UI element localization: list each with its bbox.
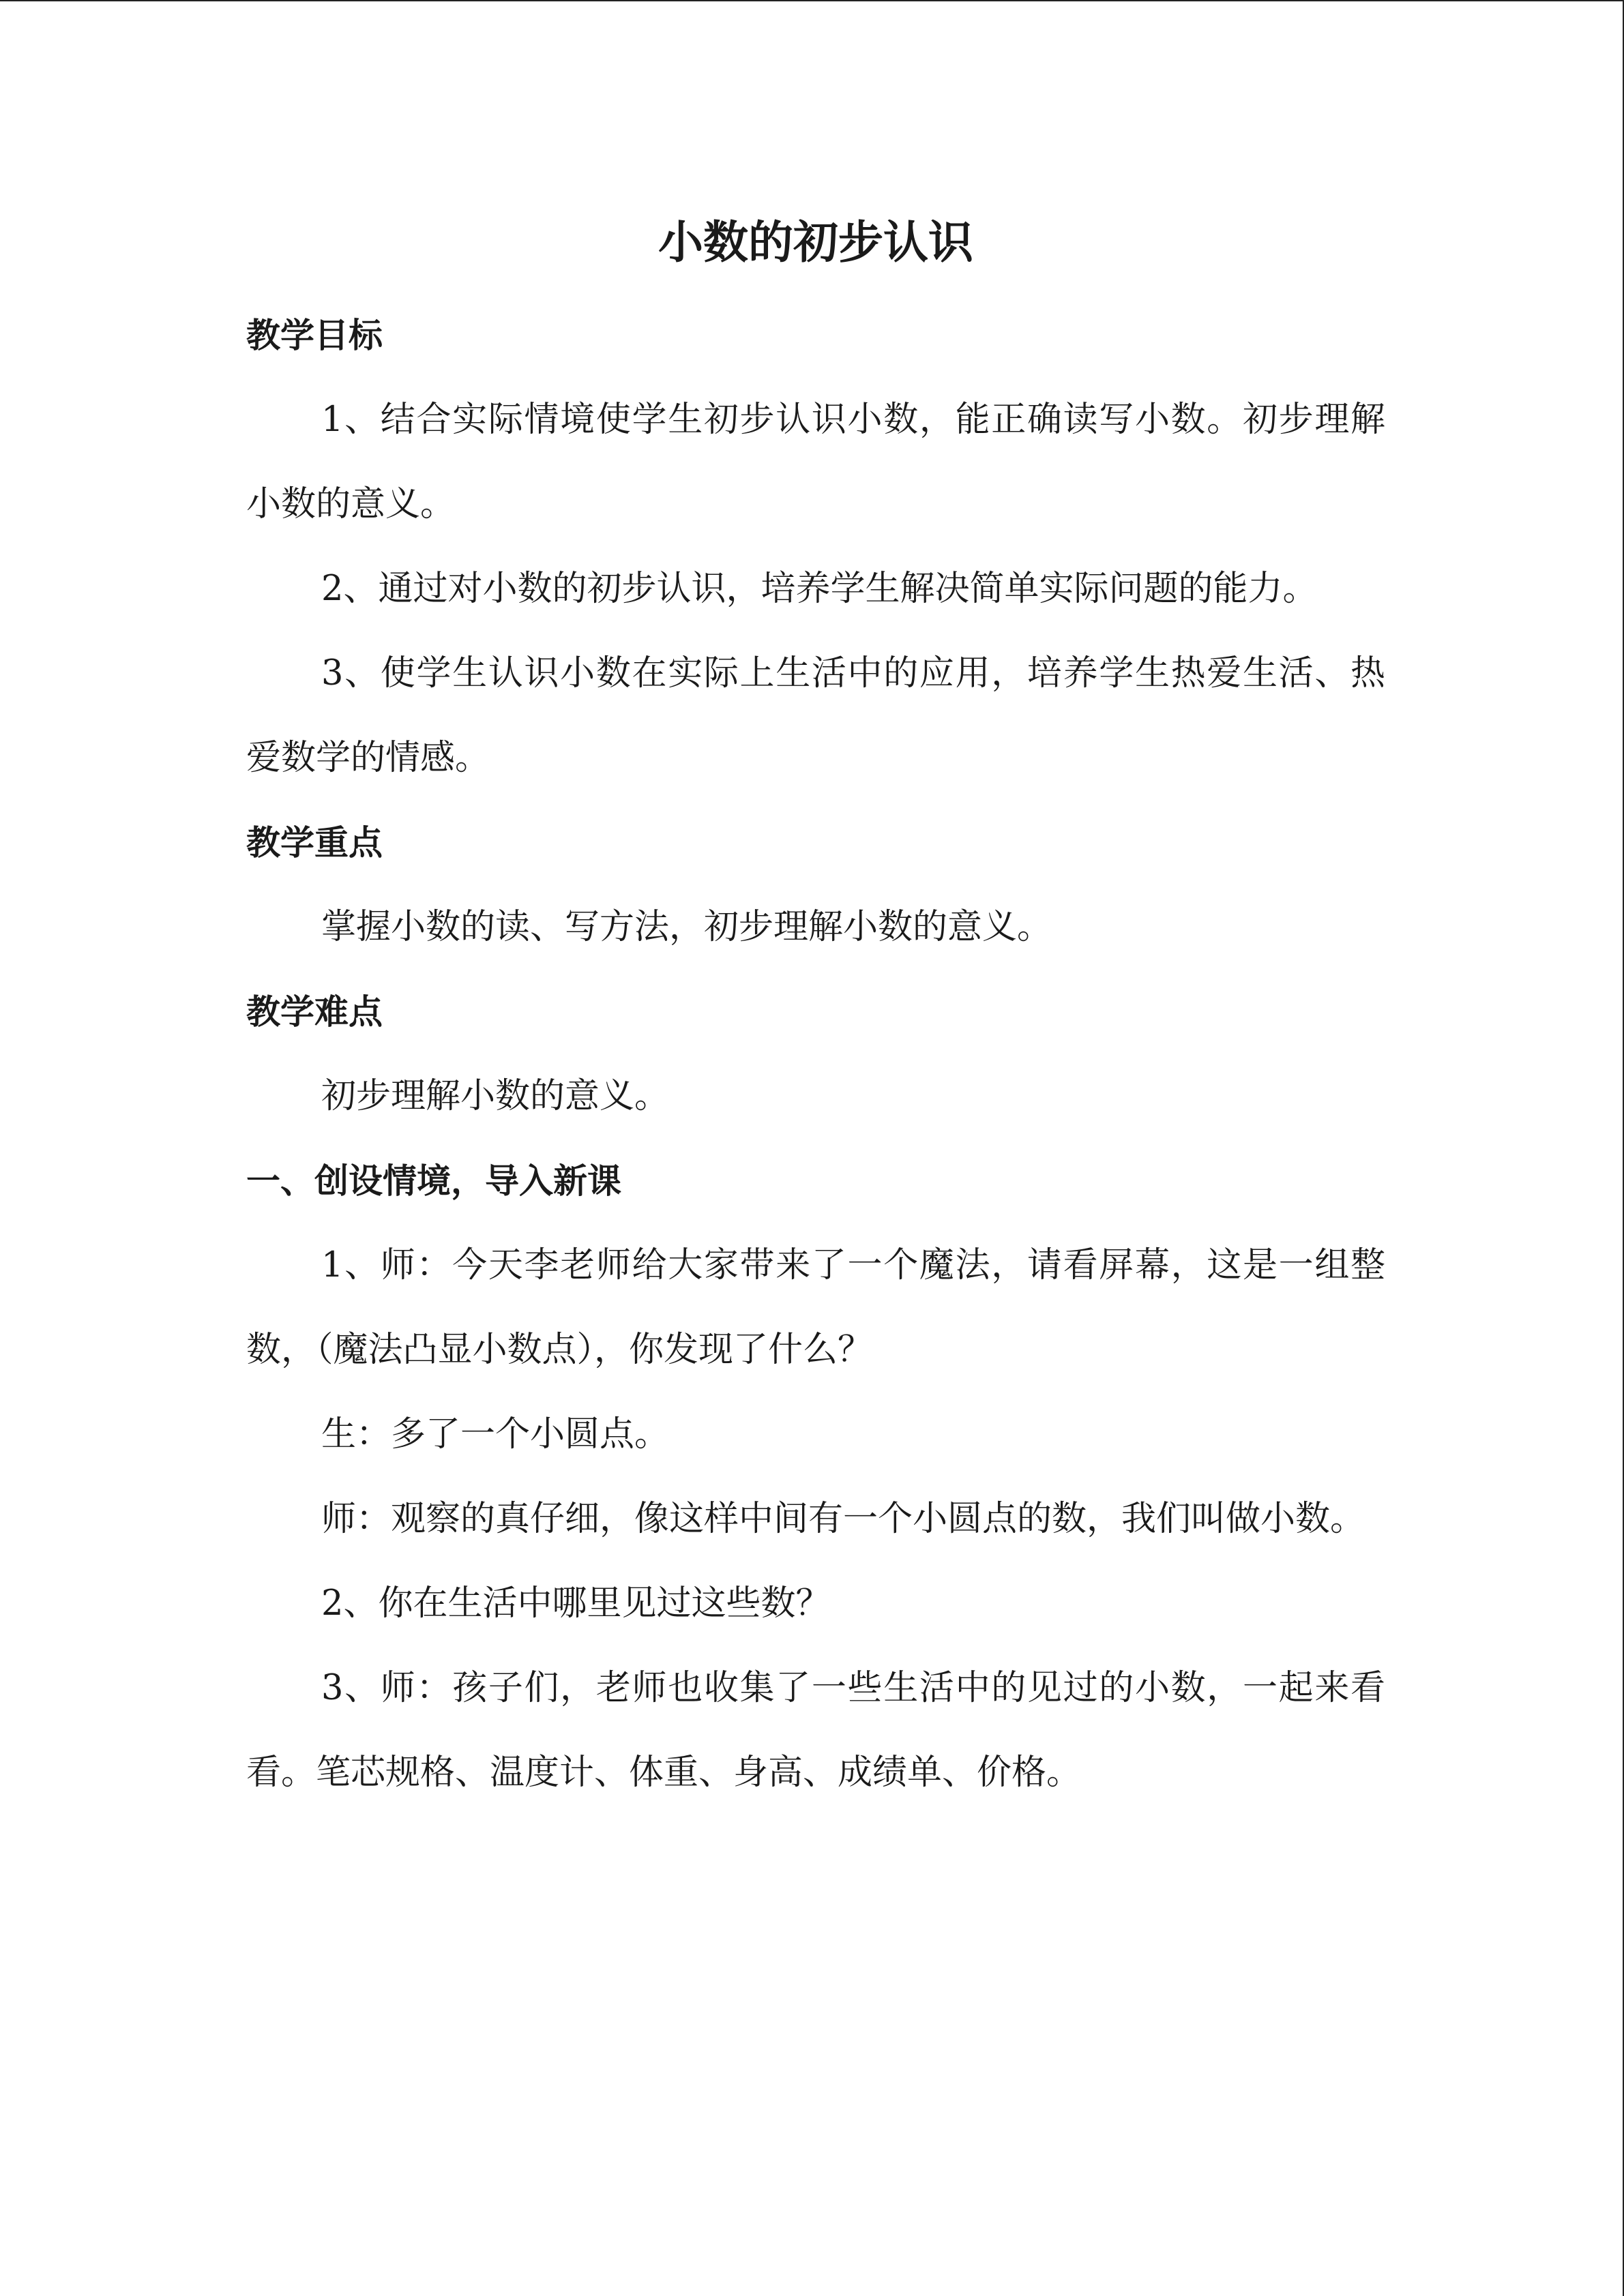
- section-heading: 教学难点: [246, 992, 383, 1032]
- paragraph: 1、师：今天李老师给大家带来了一个魔法，请看屏幕，这是一组整数，（魔法凸显小数点），你发现了什么？: [246, 1245, 1385, 1370]
- section-heading: 教学重点: [246, 823, 383, 863]
- paragraph: 师：观察的真仔细，像这样中间有一个小圆点的数，我们叫做小数。: [321, 1499, 1365, 1539]
- paragraph: 生：多了一个小圆点。: [321, 1414, 670, 1455]
- section-teaching-objectives: [246, 293, 1385, 801]
- document-title: 小数的初步认识: [658, 216, 973, 269]
- section-heading: 一、创设情境，导入新课: [246, 1161, 621, 1201]
- section-key-points: [246, 801, 1385, 970]
- document-body: [246, 206, 1385, 1815]
- paragraph: 初步理解小数的意义。: [321, 1076, 670, 1116]
- paragraph: 3、使学生认识小数在实际上生活中的应用，培养学生热爱生活、热爱数学的情感。: [246, 653, 1385, 778]
- paragraph: 掌握小数的读、写方法，初步理解小数的意义。: [321, 907, 1052, 947]
- section-difficult-points: [246, 970, 1385, 1139]
- section-introduction: [246, 1139, 1385, 1815]
- paragraph: 1、结合实际情境使学生初步认识小数，能正确读写小数。初步理解小数的意义。: [246, 400, 1385, 524]
- section-heading: 教学目标: [246, 316, 383, 355]
- paragraph: 3、师：孩子们，老师也收集了一些生活中的见过的小数，一起来看看。笔芯规格、温度计、体重、身高、成绩单、价格。: [246, 1668, 1385, 1793]
- paragraph: 2、你在生活中哪里见过这些数？: [321, 1583, 831, 1624]
- paragraph: 2、通过对小数的初步认识，培养学生解决简单实际问题的能力。: [321, 569, 1318, 609]
